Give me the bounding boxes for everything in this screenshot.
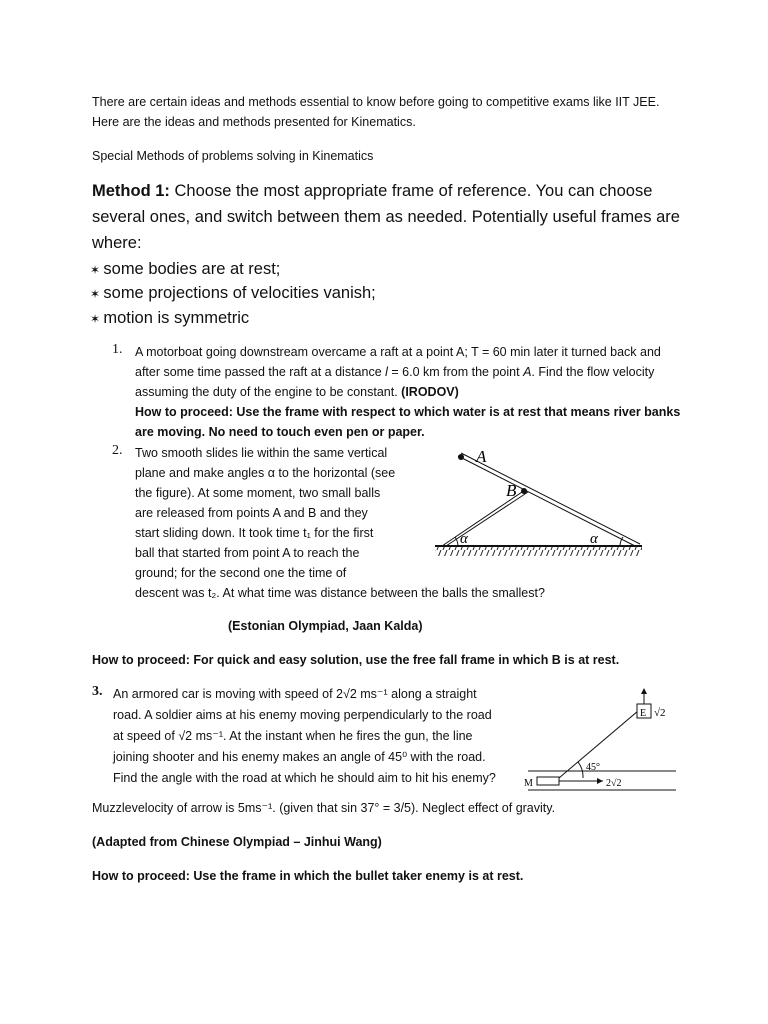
- problem2-line-5: start sliding down. It took time t₁ for the first: [135, 526, 374, 540]
- slides-figure: [430, 440, 650, 560]
- bullet-text: some bodies are at rest;: [103, 260, 281, 278]
- problem1-line-1: A motorboat going downstream overcame a raft at a point A; T = 60 min later it turned back and: [135, 345, 661, 359]
- problem2-line-4: are released from points A and B and they: [135, 506, 368, 520]
- label-alpha-right: α: [590, 531, 598, 547]
- problem1-line-3: assuming the duty of the engine to be constant. (IRODOV): [135, 385, 459, 399]
- label-m-speed: 2√2: [606, 778, 622, 789]
- method1-bullet-1: [90, 256, 280, 283]
- problem2-line-1: Two smooth slides lie within the same vertical: [135, 446, 388, 460]
- label-e-speed: √2: [654, 707, 666, 719]
- armored-car-figure: [508, 686, 680, 796]
- problem3-line-4: joining shooter and his enemy makes an angle of 45⁰ with the road.: [113, 750, 486, 764]
- problem1-number: 1.: [112, 342, 123, 357]
- label-e: E: [640, 708, 647, 719]
- method1-line-3: where:: [92, 234, 142, 252]
- section-heading: Special Methods of problems solving in Kinematics: [92, 149, 374, 163]
- bullet-text: some projections of velocities vanish;: [103, 284, 376, 302]
- right-slide: [458, 456, 635, 546]
- car-box: [537, 777, 559, 785]
- label-a: A: [476, 447, 487, 466]
- problem2-proceed: How to proceed: For quick and easy solution, use the free fall frame in which B is at rest.: [92, 653, 620, 667]
- problem1-line-2: after some time passed the raft at a distance l = 6.0 km from the point A. Find the flow velocity: [135, 365, 655, 379]
- intro-line-2: Here are the ideas and methods presented for Kinematics.: [92, 115, 416, 129]
- problem3-line-2: road. A soldier aims at his enemy moving perpendicularly to the road: [113, 708, 492, 722]
- problem1-proceed-2: are moving. No need to touch even pen or paper.: [135, 425, 425, 439]
- ball-b: [521, 488, 527, 494]
- problem2-line-7: ground; for the second one the time of: [135, 566, 347, 580]
- problem2-source: (Estonian Olympiad, Jaan Kalda): [228, 619, 423, 633]
- problem2-line-6: ball that started from point A to reach the: [135, 546, 360, 560]
- method1-label: Method 1:: [92, 182, 170, 200]
- label-alpha-left: α: [460, 531, 468, 547]
- method1-text-1: Choose the most appropriate frame of reference. You can choose: [169, 182, 653, 200]
- problem1-proceed-1: How to proceed: Use the frame with respect to which water is at rest that means river banks: [135, 405, 681, 419]
- ball-a: [458, 454, 464, 460]
- star-icon: ✶: [90, 287, 104, 301]
- star-icon: ✶: [90, 263, 104, 277]
- problem3-muzzle: Muzzlevelocity of arrow is 5ms⁻¹. (given that sin 37° = 3/5). Neglect effect of gravity.: [92, 801, 556, 815]
- problem2-line-3: the figure). At some moment, two small balls: [135, 486, 381, 500]
- ground-hatch: [435, 547, 642, 556]
- intro-line-1: There are certain ideas and methods essential to know before going to competitive exams like IIT JEE.: [92, 95, 660, 109]
- problem3-number: 3.: [92, 684, 103, 699]
- problem3-line-5: Find the angle with the road at which he should aim to hit his enemy?: [113, 771, 496, 785]
- problem3-line-3: at speed of √2 ms⁻¹. At the instant when he fires the gun, the line: [113, 729, 473, 743]
- problem2-line-8: descent was t₂. At what time was distance between the balls the smallest?: [135, 586, 545, 600]
- method1-bullet-2: [90, 280, 376, 307]
- problem2-line-2: plane and make angles α to the horizontal (see: [135, 466, 396, 480]
- problem3-proceed: How to proceed: Use the frame in which the bullet taker enemy is at rest.: [92, 869, 524, 883]
- label-angle: 45°: [586, 762, 600, 773]
- method1-bullet-3: [90, 305, 249, 332]
- problem3-line-1: An armored car is moving with speed of 2√2 ms⁻¹ along a straight: [113, 687, 477, 701]
- method1-line-1: [92, 178, 652, 204]
- bullet-text: motion is symmetric: [103, 309, 250, 327]
- problem1-source: (IRODOV): [401, 385, 459, 399]
- label-m: M: [524, 778, 533, 789]
- star-icon: ✶: [90, 312, 104, 326]
- problem3-source: (Adapted from Chinese Olympiad – Jinhui Wang): [92, 835, 382, 849]
- method1-line-2: several ones, and switch between them as needed. Potentially useful frames are: [92, 208, 680, 226]
- problem2-number: 2.: [112, 443, 123, 458]
- label-b: B: [506, 481, 517, 500]
